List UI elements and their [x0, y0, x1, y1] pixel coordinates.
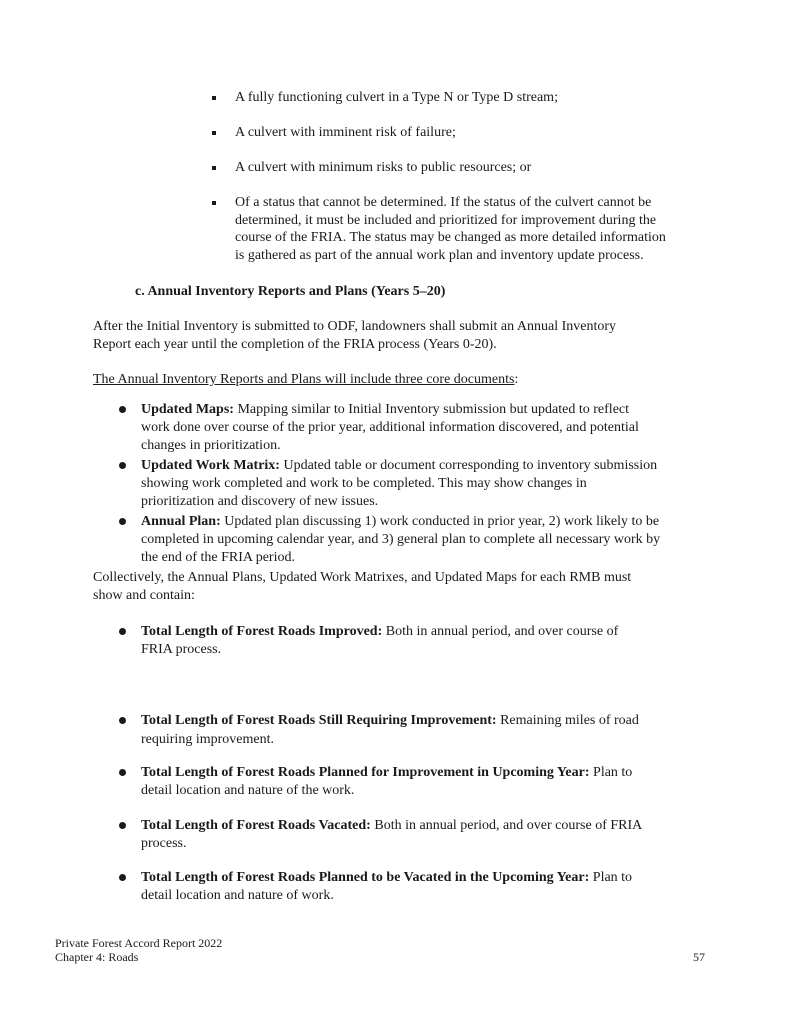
page-number: 57 — [693, 950, 705, 964]
list-item — [141, 712, 639, 729]
list-item-text: requiring improvement. — [141, 732, 274, 747]
intro-paragraph-line: After the Initial Inventory is submitted to ODF, landowners shall submit an Annual Inventory — [93, 319, 617, 334]
section-heading: c. Annual Inventory Reports and Plans (Years 5–20) — [135, 284, 446, 299]
bullet-icon — [119, 628, 126, 635]
sub-bullet-text: course of the FRIA. The status may be changed as more detailed information — [235, 230, 666, 245]
list-item-text: Plan to — [589, 870, 633, 885]
core-docs-label-text: The Annual Inventory Reports and Plans will include three core documents — [93, 372, 515, 387]
list-item-term: Updated Maps: — [141, 402, 234, 417]
bullet-icon — [119, 717, 126, 724]
bullet-icon — [119, 822, 126, 829]
bullet-icon — [119, 874, 126, 881]
list-item-text: detail location and nature of work. — [141, 888, 334, 903]
list-item — [141, 623, 618, 640]
list-item-term: Total Length of Forest Roads Improved: — [141, 624, 383, 639]
list-item-text: showing work completed and work to be completed. This may show changes in — [141, 476, 587, 491]
list-item-text: Plan to — [589, 765, 633, 780]
footer-chapter: Chapter 4: Roads — [55, 950, 139, 964]
square-bullet-icon — [212, 131, 216, 135]
list-item-text: Both in annual period, and over course of — [382, 624, 619, 639]
list-item-text: the end of the FRIA period. — [141, 550, 295, 565]
sub-bullet-text: is gathered as part of the annual work plan and inventory update process. — [235, 247, 644, 263]
list-item-text: completed in upcoming calendar year, and 3) general plan to complete all necessary work by — [141, 532, 661, 547]
square-bullet-icon — [212, 201, 216, 205]
list-item — [141, 401, 629, 418]
list-item — [141, 764, 632, 781]
bullet-icon — [119, 406, 126, 413]
list-item-term: Annual Plan: — [141, 514, 221, 529]
square-bullet-icon — [212, 166, 216, 170]
bullet-icon — [119, 462, 126, 469]
list-item-text: Remaining miles of road — [496, 713, 639, 728]
collective-paragraph-line: Collectively, the Annual Plans, Updated Work Matrixes, and Updated Maps for each RMB must — [93, 570, 632, 585]
list-item — [141, 817, 642, 834]
list-item-term: Updated Work Matrix: — [141, 458, 280, 473]
list-item-term: Total Length of Forest Roads Still Requiring Improvement: — [141, 713, 497, 728]
sub-bullet-text: determined, it must be included and prioritized for improvement during the — [235, 212, 657, 228]
list-item-text: Updated table or document corresponding to inventory submission — [279, 458, 658, 473]
bullet-icon — [119, 518, 126, 525]
list-item-text: prioritization and discovery of new issues. — [141, 494, 379, 509]
collective-paragraph-line: show and contain: — [93, 588, 195, 603]
list-item-text: Mapping similar to Initial Inventory submission but updated to reflect — [233, 402, 630, 417]
sub-bullet-text: A culvert with imminent risk of failure; — [235, 125, 456, 140]
list-item-term: Total Length of Forest Roads Planned for Improvement in Upcoming Year: — [141, 765, 590, 780]
list-item-text: changes in prioritization. — [141, 438, 281, 453]
sub-bullet-text: A culvert with minimum risks to public resources; or — [235, 160, 532, 175]
list-item-text: work done over course of the prior year, additional information discovered, and potential — [141, 420, 639, 435]
list-item — [141, 457, 657, 474]
list-item-text: Both in annual period, and over course of FRIA — [370, 818, 643, 833]
list-item-term: Total Length of Forest Roads Planned to be Vacated in the Upcoming Year: — [141, 870, 590, 885]
list-item-term: Total Length of Forest Roads Vacated: — [141, 818, 371, 833]
list-item-text: FRIA process. — [141, 642, 222, 657]
footer-report-title: Private Forest Accord Report 2022 — [55, 936, 223, 950]
core-docs-colon: : — [514, 372, 519, 387]
list-item-text: process. — [141, 836, 187, 851]
core-docs-label — [93, 371, 518, 388]
sub-bullet-text: Of a status that cannot be determined. If the status of the culvert cannot be — [235, 195, 652, 210]
square-bullet-icon — [212, 96, 216, 100]
list-item-text: Updated plan discussing 1) work conducted in prior year, 2) work likely to be — [220, 514, 660, 529]
intro-paragraph-line: Report each year until the completion of the FRIA process (Years 0-20). — [93, 337, 497, 352]
list-item — [141, 513, 659, 530]
list-item — [141, 869, 632, 886]
bullet-icon — [119, 769, 126, 776]
sub-bullet-text: A fully functioning culvert in a Type N or Type D stream; — [235, 90, 558, 105]
list-item-text: detail location and nature of the work. — [141, 783, 355, 798]
